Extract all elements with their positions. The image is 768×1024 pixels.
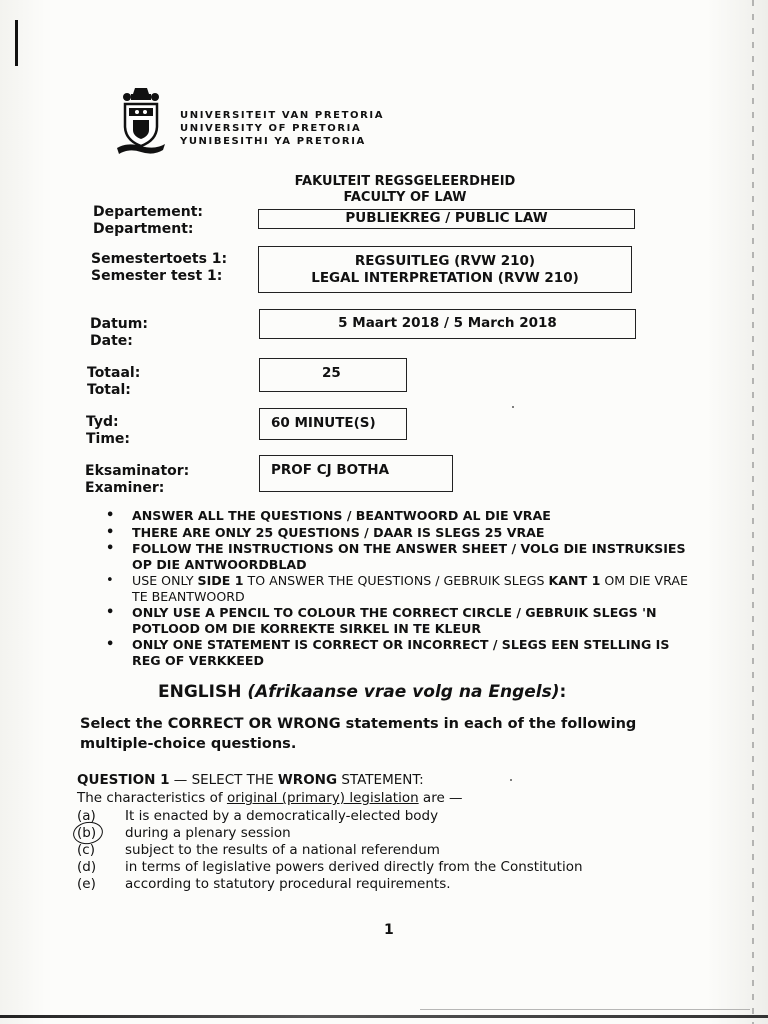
question-1-heading [77, 772, 424, 788]
instruction-item: • THERE ARE ONLY 25 QUESTIONS / DAAR IS SLEGS 25 VRAE [100, 525, 690, 541]
scan-mark [15, 20, 18, 66]
department-label-af: Departement: [93, 204, 204, 220]
option-letter: (d) [77, 859, 97, 875]
page-edge-bottom [0, 1015, 768, 1018]
department-label [93, 204, 203, 238]
department-label-en: Department: [93, 221, 194, 237]
option-text: during a plenary session [125, 825, 291, 841]
option-letter: (e) [77, 876, 96, 892]
date-label-en: Date: [90, 333, 133, 349]
date-label-af: Datum: [90, 316, 148, 332]
university-name-english: UNIVERSITY OF PRETORIA [180, 123, 362, 134]
examiner-value: PROF CJ BOTHA [271, 462, 390, 478]
question-1-intro-post: are — [418, 790, 463, 806]
section-title: ENGLISH [158, 682, 242, 702]
time-field [259, 408, 407, 440]
instructions-list [100, 508, 690, 669]
question-1-prompt: — SELECT THE [169, 772, 278, 788]
scan-speck [510, 779, 512, 781]
instruction-text: TO ANSWER THE QUESTIONS / GEBRUIK SLEGS [243, 573, 549, 588]
question-1-label: QUESTION 1 [77, 772, 170, 788]
university-crest-logo [115, 84, 167, 156]
option-letter: (c) [77, 842, 95, 858]
option-letter: (b) [77, 825, 97, 841]
instruction-item: • ANSWER ALL THE QUESTIONS / BEANTWOORD AL DIE VRAE [100, 508, 690, 524]
page-edge-line [420, 1009, 750, 1010]
section-heading [158, 682, 566, 702]
examiner-label [85, 463, 189, 497]
semester-test-label-af: Semestertoets 1: [91, 251, 228, 267]
option-text: It is enacted by a democratically-elected body [125, 808, 439, 824]
faculty-english: FACULTY OF LAW [343, 190, 467, 205]
instruction-item: • ONLY USE A PENCIL TO COLOUR THE CORRECT CIRCLE / GEBRUIK SLEGS 'N POTLOOD OM DIE KORREKTE SIRKEL IN TE KLEUR [100, 605, 690, 636]
instruction-text: USE ONLY [132, 573, 198, 588]
section-colon: : [559, 682, 567, 702]
total-label-af: Totaal: [87, 365, 141, 381]
examiner-label-en: Examiner: [85, 480, 165, 496]
time-value: 60 MINUTE(S) [271, 415, 376, 431]
total-value: 25 [322, 365, 341, 381]
option-letter: (a) [77, 808, 96, 824]
semester-test-label [91, 251, 227, 285]
faculty-afrikaans: FAKULTEIT REGSGELEERDHEID [294, 174, 516, 189]
course-name-af: REGSUITLEG (RVW 210) [354, 253, 536, 269]
time-label [86, 414, 130, 448]
date-value: 5 Maart 2018 / 5 March 2018 [338, 315, 557, 331]
question-1-emphasis: WRONG [277, 772, 338, 788]
semester-test-field [258, 246, 632, 293]
faculty-heading [250, 174, 560, 206]
instruction-item: • ONLY ONE STATEMENT IS CORRECT OR INCORRECT / SLEGS EEN STELLING IS REG OF VERKKEED [100, 637, 690, 668]
page-edge-right [752, 0, 754, 1024]
course-name-en: LEGAL INTERPRETATION (RVW 210) [311, 270, 579, 286]
department-field [258, 209, 635, 229]
total-field [259, 358, 407, 392]
semester-test-label-en: Semester test 1: [91, 268, 223, 284]
university-name-afrikaans: UNIVERSITEIT VAN PRETORIA [180, 110, 385, 121]
university-names [180, 109, 384, 148]
date-label [90, 316, 148, 350]
instruction-emphasis: KANT 1 [548, 573, 601, 588]
total-label [87, 365, 140, 399]
section-subtitle: (Afrikaanse vrae volg na Engels) [247, 682, 560, 702]
page-number: 1 [384, 922, 394, 938]
total-label-en: Total: [87, 382, 131, 398]
instruction-item: • FOLLOW THE INSTRUCTIONS ON THE ANSWER SHEET / VOLG DIE INSTRUKSIES OP DIE ANTWOORDBLAD [100, 541, 690, 572]
instruction-emphasis: SIDE 1 [197, 573, 244, 588]
question-1-intro-pre: The characteristics of [77, 790, 227, 806]
instruction-text: OM DIE VRAE TE BEANTWOORD [132, 573, 688, 604]
question-1-intro-underlined: original (primary) legislation [226, 790, 419, 806]
examiner-field [259, 455, 453, 492]
examiner-label-af: Eksaminator: [85, 463, 190, 479]
time-label-af: Tyd: [86, 414, 119, 430]
option-text: subject to the results of a national referendum [125, 842, 440, 858]
option-text: according to statutory procedural requirements. [125, 876, 451, 892]
scan-speck [512, 406, 514, 408]
date-field [259, 309, 636, 339]
instruction-item [100, 573, 690, 604]
department-value: PUBLIEKREG / PUBLIC LAW [345, 210, 548, 226]
question-1-intro [77, 790, 463, 806]
university-name-sepedi: YUNIBESITHI YA PRETORIA [180, 136, 366, 147]
section-instruction: Select the CORRECT OR WRONG statements in each of the following multiple-choice questions. [80, 716, 637, 752]
time-label-en: Time: [86, 431, 131, 447]
question-1-prompt-end: STATEMENT: [337, 772, 424, 788]
option-text: in terms of legislative powers derived directly from the Constitution [125, 859, 583, 875]
